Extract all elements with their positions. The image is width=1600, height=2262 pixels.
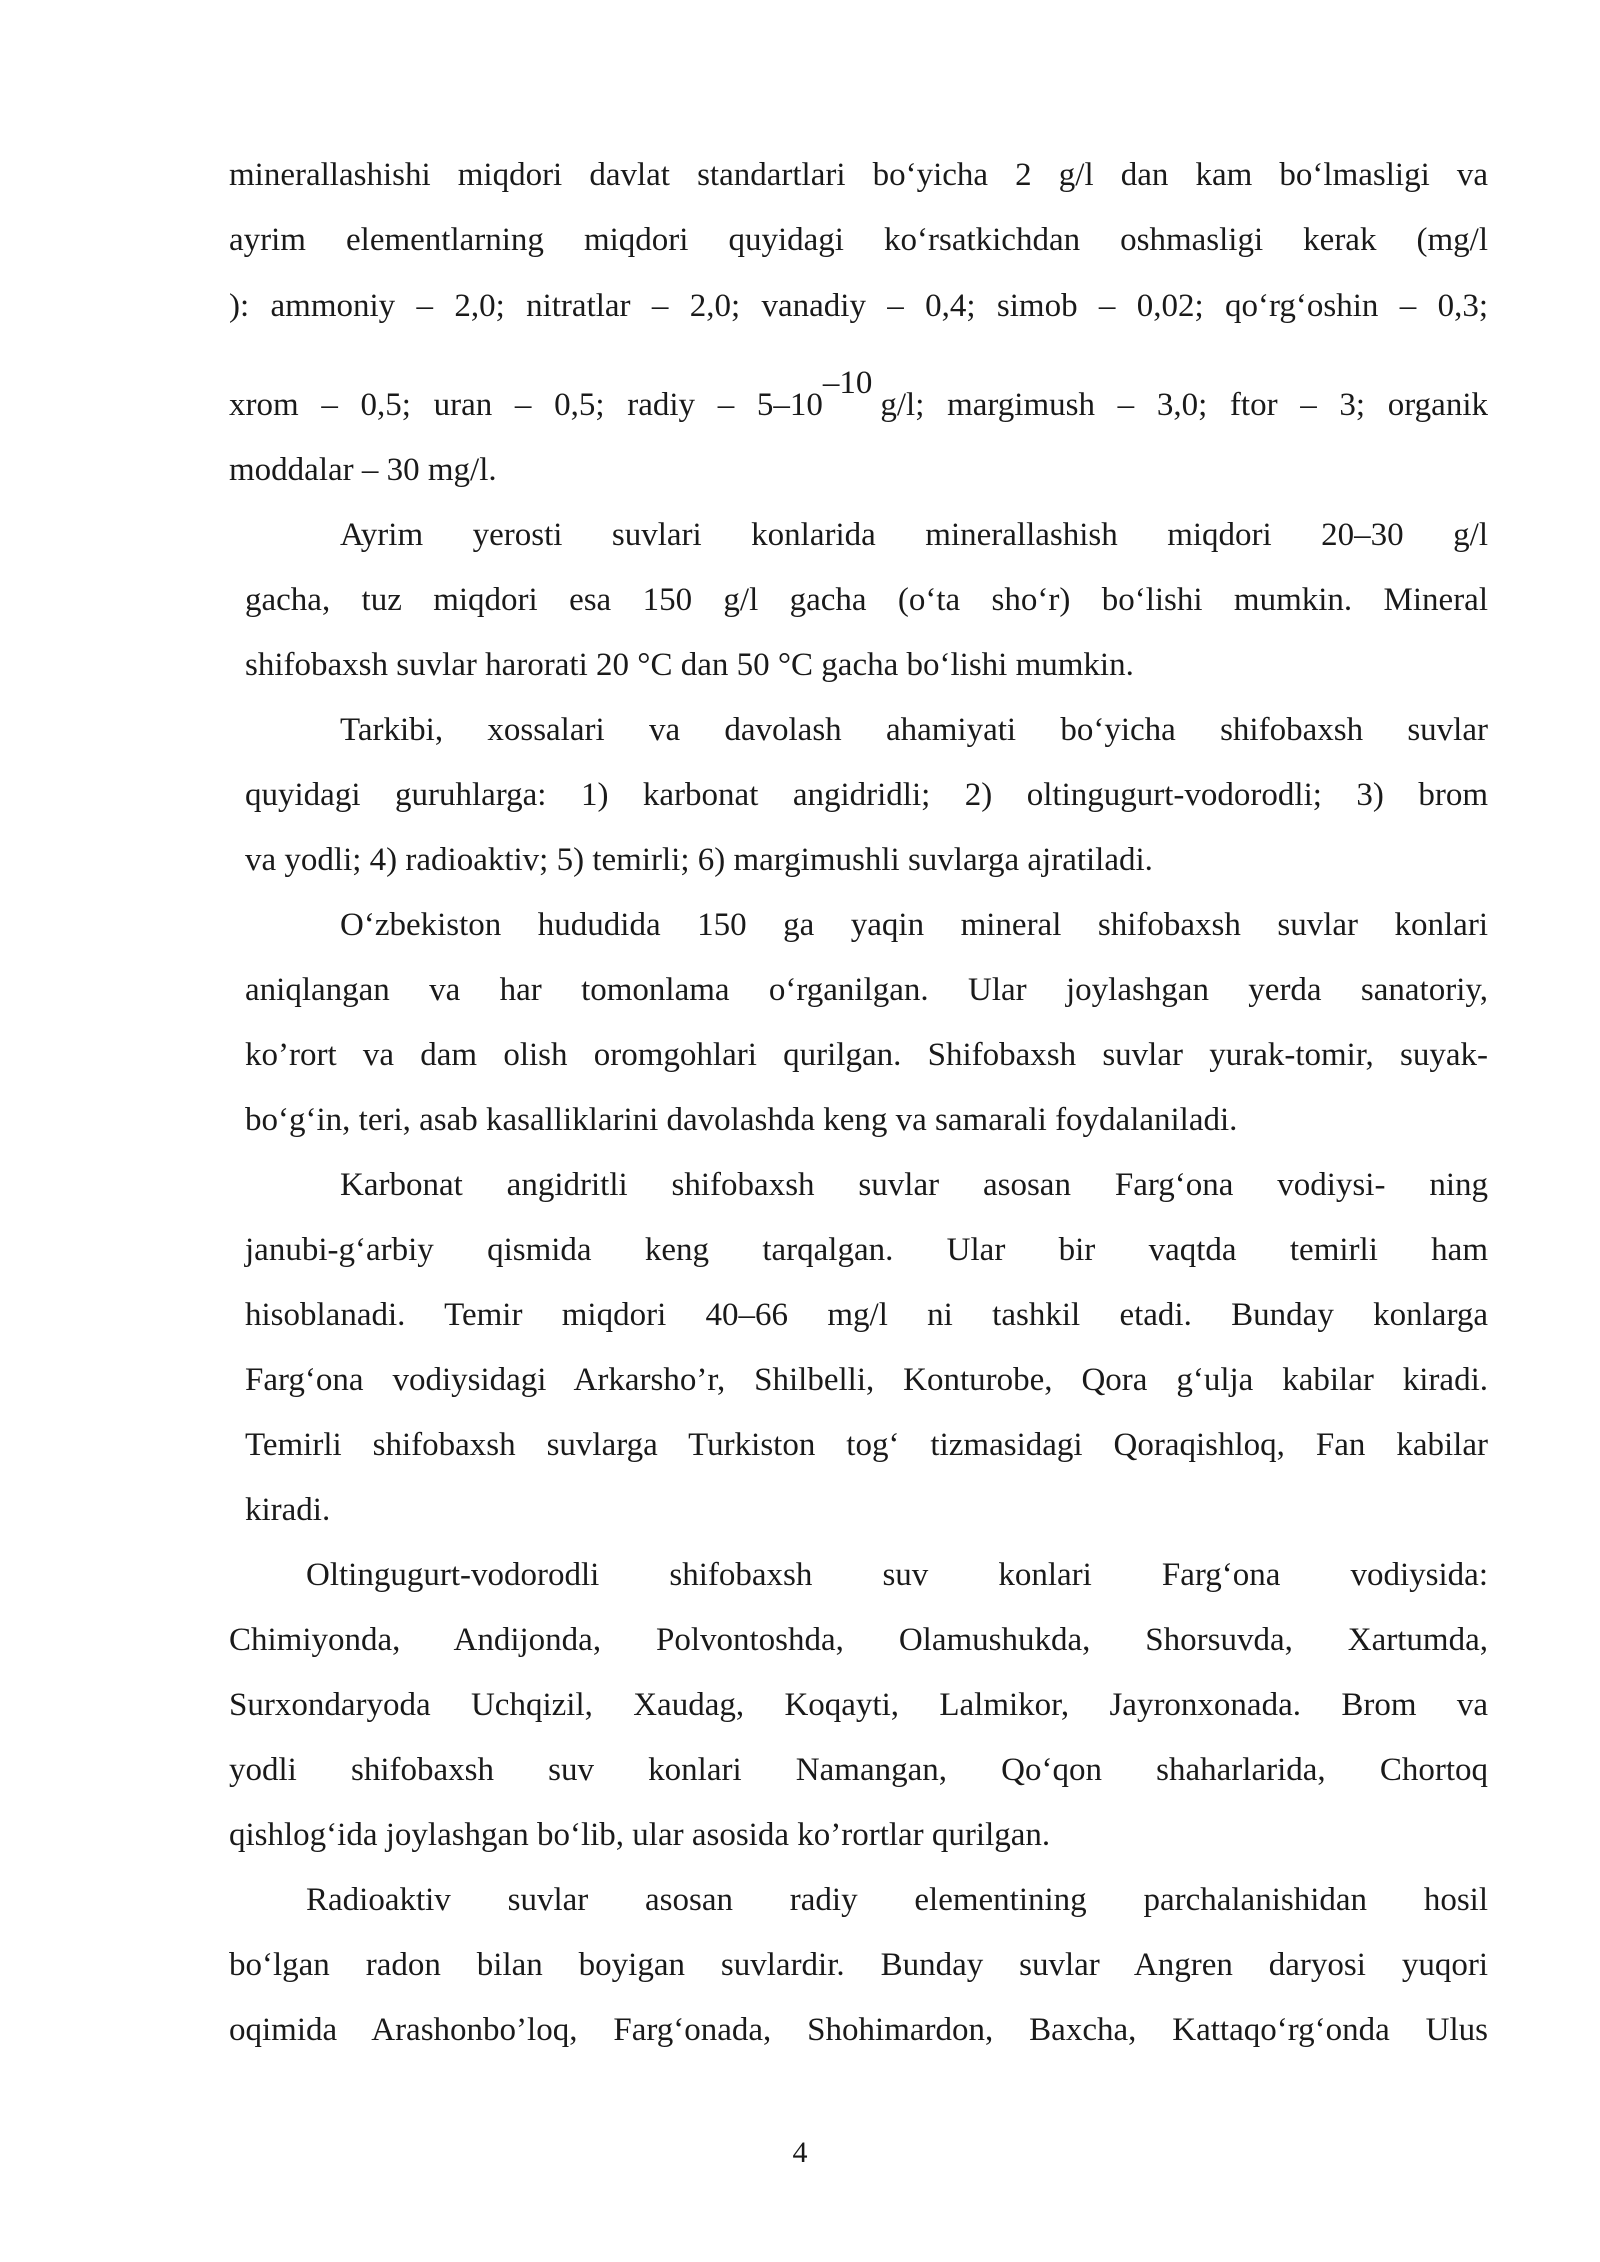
text-line: bo‘g‘in, teri, asab kasalliklarini davolashda keng va samarali foydalaniladi. — [245, 1102, 1238, 1138]
paragraph-first-line: O‘zbekiston hududida 150 ga yaqin mineral shifobaxsh suvlar konlari — [340, 907, 1488, 943]
text-line: Temirli shifobaxsh suvlarga Turkiston tog‘ tizmasidagi Qoraqishloq, Fan kabilar — [245, 1427, 1488, 1463]
text-line: moddalar – 30 mg/l. — [229, 452, 497, 488]
text-segment: g/l; margimush – 3,0; ftor – 3; organik — [880, 387, 1488, 423]
text-segment: xrom – 0,5; uran – 0,5; radiy – 5–10 — [229, 387, 823, 423]
text-line: hisoblanadi. Temir miqdori 40–66 mg/l ni tashkil etadi. Bunday konlarga — [245, 1297, 1488, 1333]
text-line-with-superscript — [229, 365, 1488, 425]
text-line: ko’rort va dam olish oromgohlari qurilgan. Shifobaxsh suvlar yurak-tomir, suyak- — [245, 1037, 1488, 1073]
paragraph-first-line: Karbonat angidritli shifobaxsh suvlar asosan Farg‘ona vodiysi- ning — [340, 1167, 1488, 1203]
paragraph-first-line: Ayrim yerosti suvlari konlarida minerallashish miqdori 20–30 g/l — [340, 517, 1488, 553]
text-line: qishlog‘ida joylashgan bo‘lib, ular asosida ko’rortlar qurilgan. — [229, 1817, 1051, 1853]
text-line: quyidagi guruhlarga: 1) karbonat angidridli; 2) oltingugurt-vodorodli; 3) brom — [245, 777, 1488, 813]
text-line: ): ammoniy – 2,0; nitratlar – 2,0; vanadiy – 0,4; simob – 0,02; qo‘rg‘oshin – 0,3; — [229, 288, 1488, 324]
text-line: yodli shifobaxsh suv konlari Namangan, Qo‘qon shaharlarida, Chortoq — [229, 1752, 1488, 1788]
text-line: shifobaxsh suvlar harorati 20 °C dan 50 °C gacha bo‘lishi mumkin. — [245, 647, 1134, 683]
text-line: minerallashishi miqdori davlat standartlari bo‘yicha 2 g/l dan kam bo‘lmasligi va — [229, 157, 1488, 193]
text-line: janubi-g‘arbiy qismida keng tarqalgan. Ular bir vaqtda temirli ham — [245, 1232, 1488, 1268]
text-line: kiradi. — [245, 1492, 331, 1528]
text-line: aniqlangan va har tomonlama o‘rganilgan. Ular joylashgan yerda sanatoriy, — [245, 972, 1488, 1008]
superscript-exponent: –10 — [822, 365, 873, 401]
text-line: bo‘lgan radon bilan boyigan suvlardir. Bunday suvlar Angren daryosi yuqori — [229, 1947, 1488, 1983]
paragraph-first-line: Oltingugurt-vodorodli shifobaxsh suv konlari Farg‘ona vodiysida: — [306, 1557, 1488, 1593]
page-number: 4 — [792, 2136, 808, 2169]
text-line: ayrim elementlarning miqdori quyidagi ko‘rsatkichdan oshmasligi kerak (mg/l — [229, 222, 1488, 258]
text-line: Farg‘ona vodiysidagi Arkarsho’r, Shilbelli, Konturobe, Qora g‘ulja kabilar kiradi. — [245, 1362, 1488, 1398]
text-line: Chimiyonda, Andijonda, Polvontoshda, Olamushukda, Shorsuvda, Xartumda, — [229, 1622, 1488, 1658]
paragraph-first-line: Radioaktiv suvlar asosan radiy elementining parchalanishidan hosil — [306, 1882, 1488, 1918]
text-line: Surxondaryoda Uchqizil, Xaudag, Koqayti, Lalmikor, Jayronxonada. Brom va — [229, 1687, 1488, 1723]
text-line: oqimida Arashonbo’loq, Farg‘onada, Shohimardon, Baxcha, Kattaqo‘rg‘onda Ulus — [229, 2012, 1488, 2048]
text-line: va yodli; 4) radioaktiv; 5) temirli; 6) margimushli suvlarga ajratiladi. — [245, 842, 1153, 878]
text-line: gacha, tuz miqdori esa 150 g/l gacha (o‘ta sho‘r) bo‘lishi mumkin. Mineral — [245, 582, 1488, 618]
paragraph-first-line: Tarkibi, xossalari va davolash ahamiyati bo‘yicha shifobaxsh suvlar — [340, 712, 1488, 748]
